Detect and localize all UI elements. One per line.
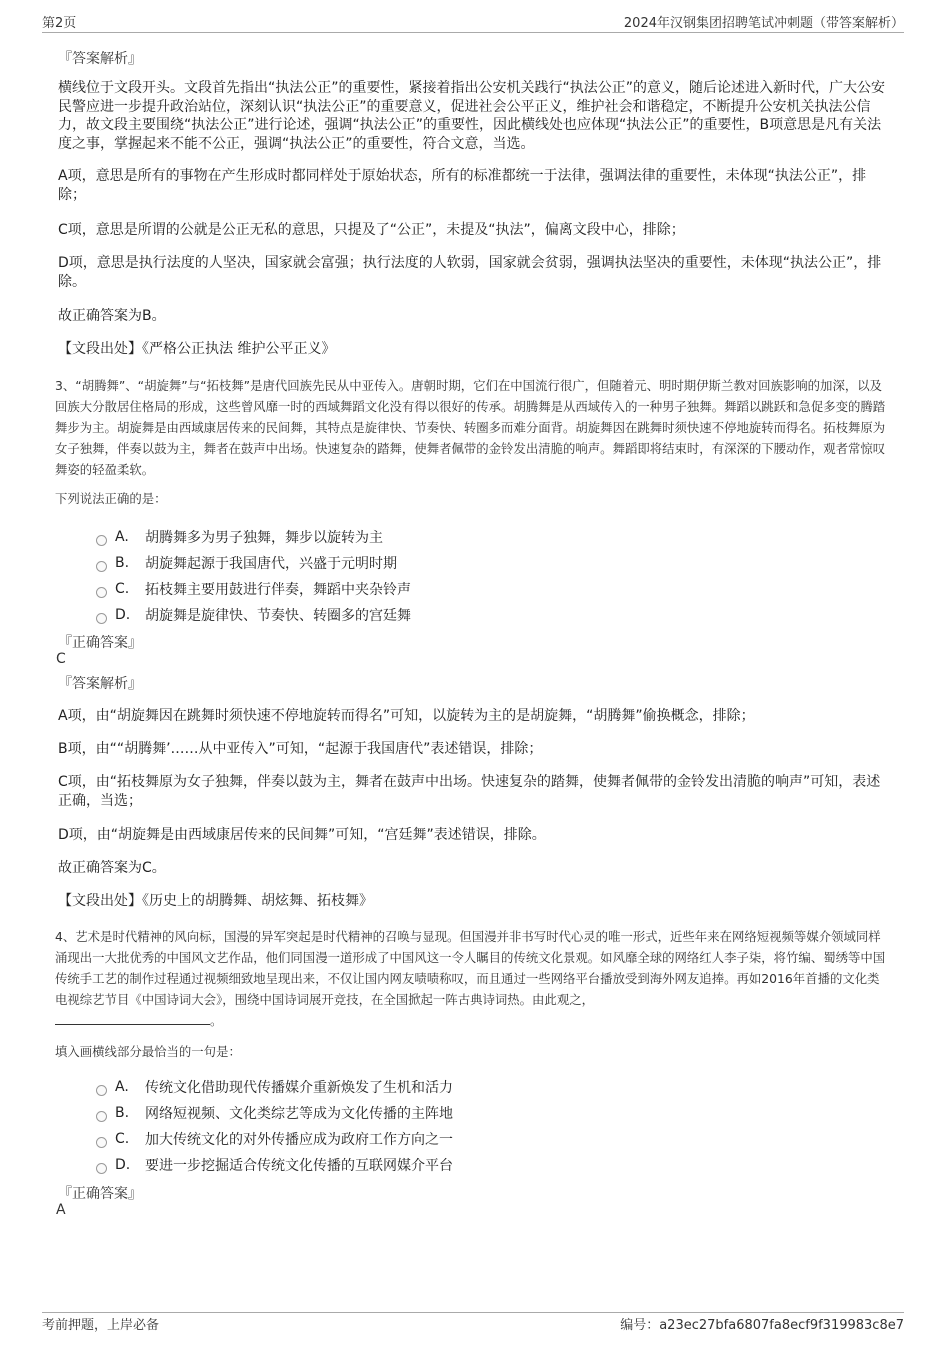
source: 【文段出处】《历史上的胡腾舞、胡炫舞、拓枝舞》 [58, 893, 373, 909]
radio-icon[interactable] [96, 1111, 107, 1122]
option-text: 网络短视频、文化类综艺等成为文化传播的主阵地 [145, 1106, 453, 1122]
page-number: 第2页 [42, 16, 77, 31]
analysis-text: 横线位于文段开头。文段首先指出“执法公正”的重要性，紧接着指出公安机关践行“执法公正”的意义，随后论述进入新时代，广大公安民警应进一步提升政治站位，深刻认识“执法公正”的重要意义，促进社会公平正义，维护社会和谐稳定，不断提升公安机关执法公信力，故文段主要围绕“执法公正”进行论述，强调“执法公正”的重要性，因此横线处也应体现“执法公正”的重要性，B项意思是凡有关法度之事，掌握起来不能不公正，强调“执法公正”的重要性，符合文意，当选。 [58, 80, 886, 152]
option-d-analysis: D项，意思是执行法度的人坚决，国家就会富强；执行法度的人软弱，国家就会贫弱，强调执法坚决的重要性，未体现“执法公正”，排除。 [58, 255, 882, 290]
option-text: 胡腾舞多为男子独舞，舞步以旋转为主 [145, 530, 383, 546]
radio-icon[interactable] [96, 1163, 107, 1174]
question-3-stem: 3、“胡腾舞”、“胡旋舞”与“拓枝舞”是唐代回族先民从中亚传入。唐朝时期，它们在中国流行很广，但随着元、明时期伊斯兰教对回族影响的加深，以及回族大分散居住格局的形成，这些曾风靡一时的西域舞蹈文化没有得以很好的传承。胡腾舞是从西域传入的一种男子独舞。舞蹈以跳跃和急促多变的腾踏舞步为主。胡旋舞是由西域康居传来的民间舞，其特点是旋律快、节奏快、转圈多而难分面背。胡旋舞因在跳舞时须快速不停地旋转而得名。拓枝舞原为女子独舞，伴奏以鼓为主，舞者在鼓声中出场。快速复杂的踏舞，使舞者佩带的金铃发出清脆的响声。舞蹈即将结束时，有深深的下腰动作，观者常惊叹舞姿的轻盈柔软。 [55, 378, 886, 477]
radio-icon[interactable] [96, 561, 107, 572]
correct-answer: C [56, 651, 66, 667]
conclusion: 故正确答案为B。 [58, 308, 166, 324]
option-text: 胡旋舞起源于我国唐代，兴盛于元明时期 [145, 556, 397, 572]
option-a-analysis: A项，由“胡旋舞因在跳舞时须快速不停地旋转而得名”可知，以旋转为主的是胡旋舞，“胡腾舞”偷换概念，排除； [58, 708, 755, 724]
question-3-prompt: 下列说法正确的是： [55, 491, 167, 506]
q4-option-b[interactable] [96, 1103, 453, 1123]
radio-icon[interactable] [96, 587, 107, 598]
option-text: 拓枝舞主要用鼓进行伴奏，舞蹈中夹杂铃声 [145, 582, 411, 598]
analysis-label: 『答案解析』 [58, 51, 142, 67]
option-key: B. [115, 1105, 130, 1121]
radio-icon[interactable] [96, 613, 107, 624]
option-key: B. [115, 555, 130, 571]
stem-text: 4、艺术是时代精神的风向标，国漫的异军突起是时代精神的召唤与显现。但国漫并非书写时代心灵的唯一形式，近些年来在网络短视频等媒介领域同样涌现出一大批优秀的中国风文艺作品，他们同国漫一道形成了中国风这一令人瞩目的传统文化景观。如风靡全球的网络红人李子柒，将竹编、蜀绣等中国传统手工艺的制作过程通过视频细致地呈现出来，不仅让国内网友啧啧称叹，而且通过一些网络平台播放受到海外网友追捧。再如2016年首播的文化类电视综艺节目《中国诗词大会》，围绕中国诗词展开竞技，在全国掀起一阵古典诗词热。由此观之， [55, 929, 886, 1007]
option-key: D. [115, 607, 131, 623]
analysis-label: 『答案解析』 [58, 676, 142, 692]
option-text: 要进一步挖掘适合传统文化传播的互联网媒介平台 [145, 1158, 453, 1174]
option-key: A. [115, 529, 129, 545]
option-b-analysis: B项，由““胡腾舞’……从中亚传入”可知，“起源于我国唐代”表述错误，排除； [58, 741, 543, 757]
q3-option-c[interactable] [96, 579, 411, 599]
q4-option-a[interactable] [96, 1077, 453, 1097]
option-c-analysis: C项，意思是所谓的公就是公正无私的意思，只提及了“公正”，未提及“执法”，偏离文段中心，排除； [58, 222, 685, 238]
option-a-analysis: A项，意思是所有的事物在产生形成时都同样处于原始状态，所有的标准都统一于法律，强调法律的重要性，未体现“执法公正”，排除； [58, 168, 867, 203]
option-d-analysis: D项，由“胡旋舞是由西域康居传来的民间舞”可知，“宫廷舞”表述错误，排除。 [58, 827, 546, 843]
q3-option-a[interactable] [96, 527, 383, 547]
option-key: C. [115, 1131, 130, 1147]
correct-answer-label: 『正确答案』 [58, 635, 142, 651]
q3-option-d[interactable] [96, 605, 411, 625]
option-text: 加大传统文化的对外传播应成为政府工作方向之一 [145, 1132, 453, 1148]
question-4-stem [55, 926, 890, 1031]
source: 【文段出处】《严格公正执法 维护公平正义》 [58, 341, 336, 357]
question-4-prompt: 填入画横线部分最恰当的一句是： [55, 1044, 241, 1059]
footer-slogan: 考前押题，上岸必备 [42, 1318, 160, 1333]
correct-answer: A [56, 1202, 66, 1218]
blank-end: 。 [210, 1013, 223, 1028]
option-c-analysis: C项，由“拓枝舞原为女子独舞，伴奏以鼓为主，舞者在鼓声中出场。快速复杂的踏舞，使舞者佩带的金铃发出清脆的响声”可知，表述正确，当选； [58, 774, 881, 809]
q4-option-c[interactable] [96, 1129, 453, 1149]
q4-option-d[interactable] [96, 1155, 453, 1175]
document-title: 2024年汉钢集团招聘笔试冲刺题（带答案解析） [623, 16, 904, 31]
document-id: 编号：a23ec27bfa6807fa8ecf9f319983c8e7 [620, 1318, 904, 1333]
option-key: A. [115, 1079, 129, 1095]
answer-blank [55, 1010, 210, 1025]
radio-icon[interactable] [96, 1137, 107, 1148]
option-key: C. [115, 581, 130, 597]
option-text: 胡旋舞是旋律快、节奏快、转圈多的宫廷舞 [145, 608, 411, 624]
radio-icon[interactable] [96, 1085, 107, 1096]
footer-divider [42, 1312, 904, 1313]
header-divider [42, 32, 904, 33]
conclusion: 故正确答案为C。 [58, 860, 166, 876]
radio-icon[interactable] [96, 535, 107, 546]
option-key: D. [115, 1157, 131, 1173]
option-text: 传统文化借助现代传播媒介重新焕发了生机和活力 [145, 1080, 453, 1096]
q3-option-b[interactable] [96, 553, 397, 573]
correct-answer-label: 『正确答案』 [58, 1186, 142, 1202]
